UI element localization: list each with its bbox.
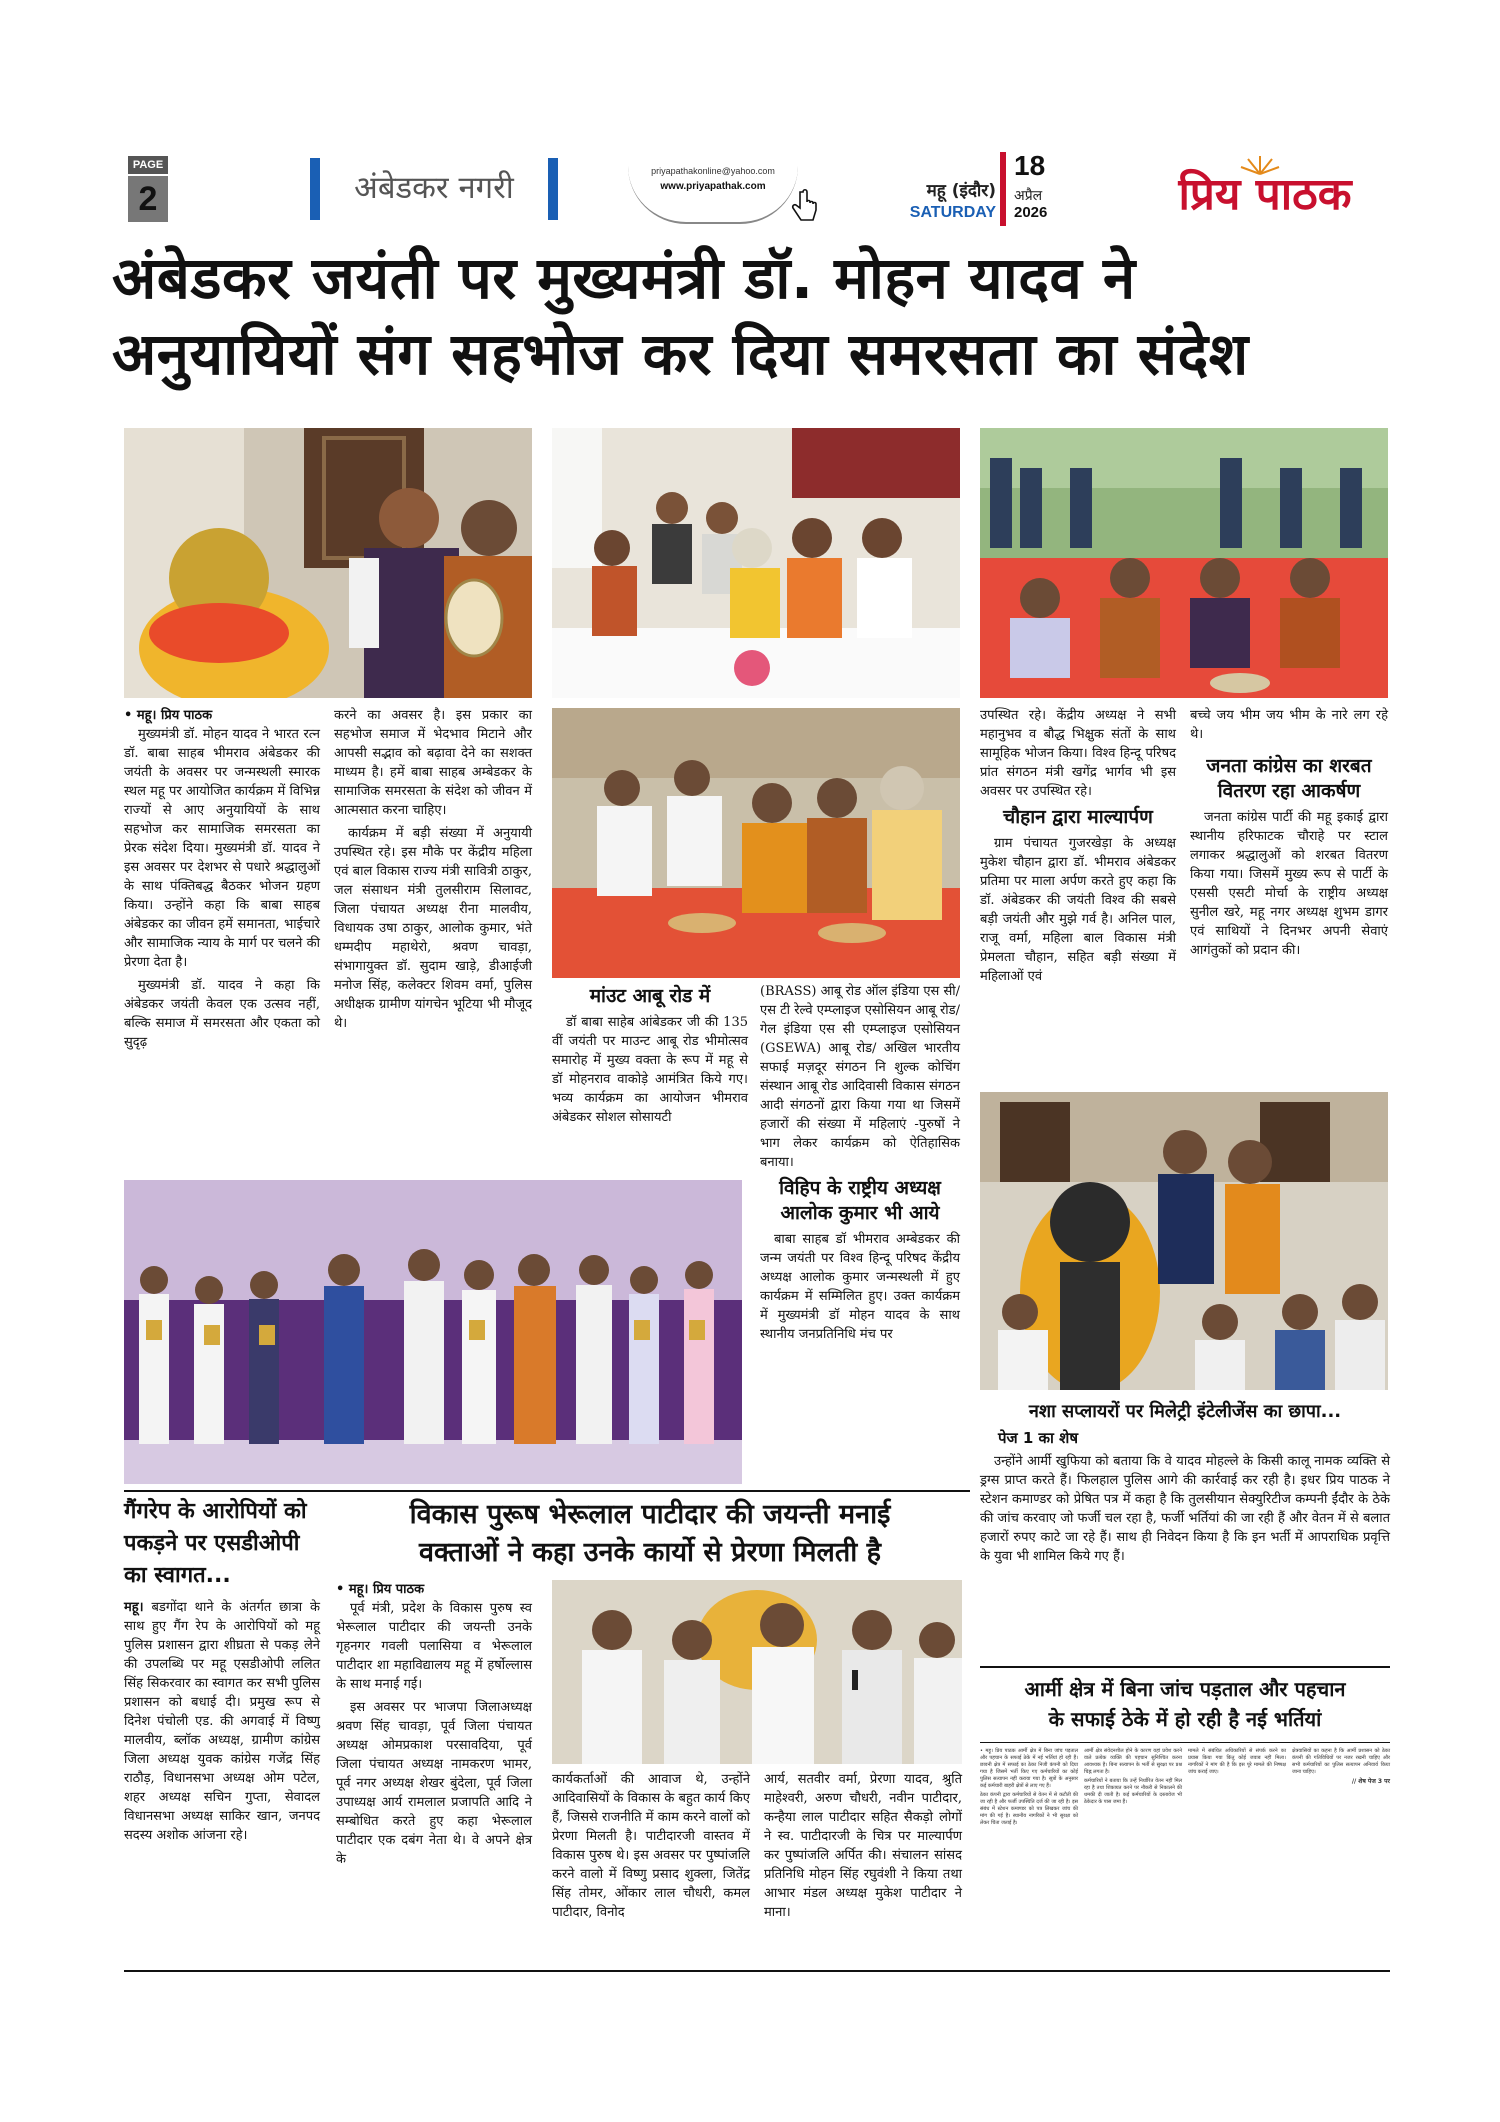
- army-paragraph: कर्मचारियों ने बताया कि उन्हें निर्धारित वेतन नहीं मिल रहा है तथा शिकायत करने पर नौकरी से निकालने की धमकी दी जाती है। कई कर्मचारियों के दस्तावेज भी ठेकेदार के पास जमा हैं।: [1084, 1778, 1182, 1805]
- army-paragraph: ठेका कंपनी द्वारा कर्मचारियों से वेतन में से कटौती की जा रही है और फर्जी उपस्थिति दर्ज की जा रही है। इस संबंध में स्टेशन कमाण्डर को पत्र लिखकर जांच की मांग की गई है। स्थानीय नागरिकों ने भी सुरक्षा को लेकर चिंता जताई है।: [980, 1792, 1078, 1826]
- army-column: [980, 1748, 1078, 1964]
- army-headline-line2: के सफाई ठेके में हो रही है नई भर्तियां: [1048, 1707, 1322, 1731]
- patidar-column-2: [552, 1770, 750, 1926]
- chauhan-paragraph: ग्राम पंचायत गुजरखेड़ा के अध्यक्ष मुकेश चौहान द्वारा डॉ. भीमराव अंबेडकर प्रतिमा पर माला अर्पण करते हुए कहा कि डॉ. अंबेडकर की जयंती विश्व की सबसे बड़ी जयंती और मुझे गर्व है। अनिल पाल, राजू वर्मा, महिला बाल विकास मंत्री प्रेमलता चौहान, सहित बड़ी संख्या में महिलाओं एवं: [980, 836, 1176, 984]
- nasha-paragraph: उन्होंने आर्मी खुफिया को बताया कि वे यादव मोहल्ले के किसी कालू नामक व्यक्ति से ड्रग्स प्राप्त करते हैं। फिलहाल पुलिस आगे की कार्रवाई कर रही है। इधर प्रिय पाठक ने स्टेशन कमाण्डर को प्रेषित पत्र में कहा है कि तुलसीयान सेक्युरिटीज कम्पनी ईंदौर के ठेके की जांच करवाए जो फर्जी चल रहा है, फर्जी भर्तियां की जा रही हैं और वेतन में से बलात हजारों रुपए काटे जा रहे हैं। साथ ही निवेदन किया है कि इन भर्ती में आपराधिक प्रवृत्ति के युवा भी शामिल किये गए हैं।: [980, 1454, 1390, 1564]
- army-column: [1292, 1748, 1390, 1964]
- lead-column-2: [334, 706, 532, 1037]
- nasha-headline: नशा सप्लायरों पर मिलेट्री इंटेलीजेंस का छापा...: [1028, 1401, 1342, 1422]
- paper-logo: [1150, 160, 1380, 224]
- lead-right-column-1: [980, 706, 1176, 990]
- army-paragraph: • महू। प्रिय पाठक आर्मी क्षेत्र में बिना जांच पड़ताल और पहचान के सफाई ठेके में नई भर्तियां हो रही हैं। छावनी क्षेत्र में सफाई का ठेका निजी कंपनी को दिया गया है जिसमें भर्ती किए गए कर्मचारियों का कोई पुलिस सत्यापन नहीं कराया गया है। सूत्रों के अनुसार कई कर्मचारी बाहरी क्षेत्रों से लाए गए हैं।: [980, 1748, 1078, 1789]
- abu-paragraph: डॉ बाबा साहेब आंबेडकर जी की 135 वीं जयंती पर माउन्ट आबू रोड भीमोत्सव समारोह में मुख्य वक्ता के रूप में महू से डॉ मोहनराव वाकोड़े आमंत्रित किये गए। भव्य कार्यक्रम का आयोजन भीमराव अंबेडकर सोशल सोसायटी: [552, 1015, 748, 1125]
- dateline-weekday: SATURDAY: [909, 204, 996, 221]
- congress-paragraph: जनता कांग्रेस पार्टी की महू इकाई द्वारा स्थानीय हरिफाटक चौराहे पर स्टाल लगाकर श्रद्धालुओं को शरबत वितरण किया गया। जिसमें मुख्य रूप से पार्टी के एससी एसटी मोर्चा के राष्ट्रीय अध्यक्ष सुनील खरे, महू नगर अध्यक्ष शुभम डागर एवं साथियों ने दिनभर अपनी सेवाएं आगंतुकों को प्रदान की।: [1190, 810, 1388, 958]
- section-banner: [310, 158, 558, 220]
- patidar-headline-line1: विकास पुरूष भेरूलाल पाटीदार की जयन्ती मनाई: [409, 1499, 891, 1530]
- gangrape-dateline: महू।: [124, 1600, 144, 1615]
- army-column: [1188, 1748, 1286, 1964]
- army-column: [1084, 1748, 1182, 1964]
- abu-column-2: [760, 982, 960, 1348]
- section-bracket-right-icon: [548, 158, 558, 220]
- chauhan-subhead: चौहान द्वारा माल्यार्पण: [1003, 806, 1153, 828]
- photo-stage-dignitaries: [552, 428, 960, 698]
- congress-subhead: जनता कांग्रेस का शरबत वितरण रहा आकर्षण: [1206, 755, 1372, 802]
- pointer-hand-icon: [790, 188, 820, 224]
- website-text: www.priyapathak.com: [660, 181, 766, 192]
- vhp-paragraph: बाबा साहब डॉ भीमराव अम्बेडकर की जन्म जयंती पर विश्व हिन्दू परिषद केंद्रीय अध्यक्ष आलोक कुमार जन्मस्थली में हुए कार्यक्रम में सम्मिलित हुए। उक्त कार्यक्रम में मुख्यमंत्री डॉ मोहन यादव के साथ स्थानीय जनप्रतिनिधि मंच पर: [760, 1232, 960, 1342]
- abu-paragraph: (BRASS) आबू रोड ऑल इंडिया एस सी/एस टी रेल्वे एम्प्लाइज एसोसियन आबू रोड/ गेल इंडिया एस सी एम्प्लाइज एसोसियन (GSEWA) आबू रोड/ अखिल भारतीय सफाई मज़दूर संगठन नि शुल्क कोचिंग संस्थान आबू रोड आदिवासी विकास संगठन आदी संगठनों द्वारा किया गया था जिसमें हजारों की संख्या में महिलाएं -पुरुषों ने भाग लेकर कार्यक्रम को ऐतिहासिक बनाया।: [760, 984, 960, 1170]
- lead-headline-line1: अंबेडकर जयंती पर मुख्यमंत्री डॉ. मोहन यादव ने: [112, 244, 1136, 312]
- patidar-byline: • महू। प्रिय पाठक: [336, 1582, 425, 1597]
- patidar-column-1: [336, 1580, 532, 1873]
- lead-headline: [112, 240, 1402, 392]
- gangrape-story: [124, 1496, 320, 1845]
- email-text: priyapathakonline@yahoo.com: [651, 166, 775, 176]
- patidar-column-3: [764, 1770, 962, 1926]
- date-year: 2026: [1014, 204, 1048, 221]
- page-number: 2: [128, 176, 168, 222]
- lead-right-column-2: [1190, 706, 1388, 964]
- lead-paragraph: करने का अवसर है। इस प्रकार का सहभोज समाज में भेदभाव मिटाने और आपसी सद्भाव को बढ़ावा देने का सशक्त माध्यम है। हमें बाबा साहब अम्बेडकर के सामाजिक समरसता के संदेश को जीवन में आत्मसात करना चाहिए।: [334, 708, 532, 818]
- army-fine-print: [980, 1748, 1390, 1964]
- photo-seated-guests: [552, 708, 960, 978]
- abu-subhead: मांउट आबू रोड में: [589, 985, 711, 1007]
- army-paragraph: मामले में संबंधित अधिकारियों से संपर्क करने का प्रयास किया गया किंतु कोई जवाब नहीं मिला। नागरिकों ने मांग की है कि इस पूरे मामले की निष्पक्ष जांच कराई जाए।: [1188, 1748, 1286, 1775]
- patidar-paragraph: इस अवसर पर भाजपा जिलाअध्यक्ष श्रवण सिंह चावड़ा, पूर्व जिला पंचायत अध्यक्ष ओमप्रकाश परसावदिया, पूर्व जिला पंचायत अध्यक्ष नामकरण भामर, पूर्व नगर अध्यक्ष शेखर बुंदेला, पूर्व जिला उपाध्यक्ष आर्य रामलाल प्रजापति आदि ने सम्बोधित करते हुए कहा भेरूलाल पाटीदार एक दबंग नेता थे। वे अपने क्षेत्र के: [336, 1700, 532, 1867]
- date-divider: [1000, 152, 1006, 226]
- lead-paragraph: बच्चे जय भीम जय भीम के नारे लग रहे थे।: [1190, 708, 1388, 742]
- lead-byline: • महू। प्रिय पाठक: [124, 708, 213, 723]
- lead-paragraph: मुख्यमंत्री डॉ. यादव ने कहा कि अंबेडकर जयंती केवल एक उत्सव नहीं, बल्कि समाज में समरसता और एकता को सुदृढ़: [124, 978, 320, 1050]
- army-headline-line1: आर्मी क्षेत्र में बिना जांच पड़ताल और पहचान: [1024, 1677, 1346, 1701]
- date-month: अप्रैल: [1014, 188, 1043, 204]
- web-contact: [628, 166, 798, 224]
- nasha-subhead: पेज 1 का शेष: [998, 1429, 1079, 1447]
- army-headline-box: [980, 1666, 1390, 1743]
- page-label: PAGE: [128, 156, 168, 174]
- gangrape-paragraph: [124, 1598, 320, 1845]
- photo-community-meal: [980, 428, 1388, 698]
- section-title: अंबेडकर नगरी: [354, 170, 514, 206]
- photo-patidar-tribute: [552, 1580, 962, 1764]
- section-divider: [124, 1490, 970, 1492]
- page-bottom-rule: [124, 1970, 1390, 1972]
- army-paragraph: आर्मी क्षेत्र संवेदनशील होने के कारण यहां प्रवेश करने वाले प्रत्येक व्यक्ति की पहचान सुनिश्चित करना आवश्यक है। बिना सत्यापन के भर्ती से सुरक्षा पर प्रश्न चिह्न लगता है।: [1084, 1748, 1182, 1775]
- vhp-subhead: विहिप के राष्ट्रीय अध्यक्ष आलोक कुमार भी आये: [779, 1177, 941, 1224]
- nasha-story: [980, 1400, 1390, 1566]
- photo-cm-bust-tribute: [124, 428, 532, 698]
- army-paragraph: क्षेत्रवासियों का कहना है कि आर्मी प्रशासन को ठेका कंपनी की गतिविधियों पर नजर रखनी चाहिए और सभी कर्मचारियों का पुलिस सत्यापन अनिवार्य किया जाना चाहिए।: [1292, 1748, 1390, 1775]
- photo-award-ceremony: [124, 1180, 742, 1484]
- section-bracket-left-icon: [310, 158, 320, 220]
- patidar-paragraph: आर्य, सतवीर वर्मा, प्रेरणा यादव, श्रुति माहेश्वरी, अरुण चौधरी, नवीन पाटीदार, कन्हैया लाल पाटीदार सहित सैकड़ो लोगों ने स्व. पाटीदारजी के चित्र पर माल्यार्पण कर पुष्पांजलि अर्पित की। संचालन सांसद प्रतिनिधि मोहन सिंह रघुवंशी ने किया तथा आभार मंडल अध्यक्ष मुकेश पाटीदार ने माना।: [764, 1772, 962, 1920]
- gangrape-text: बडगोंदा थाने के अंतर्गत छात्रा के साथ हुए गैंग रेप के आरोपियों को महू पुलिस प्रशासन द्वारा शीघ्रता से पकड़ लेने की उपलब्धि पर महू एसडीओपी ललित सिंह सिकरवार का स्वागत कर सभी पुलिस प्रशासन को बधाई दी। प्रमुख रूप से दिनेश पंचोली एड. की अगवाई में विष्णु मालवीय, ब्लॉक अध्यक्ष, ग्रामीण कांग्रेस जिला अध्यक्ष युवक कांग्रेस गजेंद्र सिंह राठौड़, विधानसभा अध्यक्ष ओम पटेल, शहर अध्यक्ष सचिन गुप्ता, सेवादल विधानसभा अध्यक्ष साकिर खान, जनपद सदस्य अशोक आंजना रहे।: [124, 1600, 320, 1843]
- patidar-headline-line2: वक्ताओं ने कहा उनके कार्यो से प्रेरणा मिलती है: [419, 1537, 881, 1568]
- patidar-headline: [330, 1496, 970, 1572]
- date-day: 18: [1014, 150, 1046, 181]
- paper-name: प्रिय पाठक: [1178, 169, 1352, 220]
- lead-headline-line2: अनुयायियों संग सहभोज कर दिया समरसता का संदेश: [112, 320, 1249, 388]
- lead-paragraph: कार्यक्रम में बड़ी संख्या में अनुयायी उपस्थित रहे। इस मौके पर केंद्रीय महिला एवं बाल विकास राज्य मंत्री सावित्री ठाकुर, जल संसाधन मंत्री तुलसीराम सिलावट, जिला पंचायत अध्यक्ष रीना मालवीय, विधायक उषा ठाकुर, आलोक कुमार, भंते धम्मदीप महाथेरो, श्रवण चावड़ा, संभागायुक्त डॉ. सुदाम खाड़े, डीआईजी मनोज सिंह, कलेक्टर शिवम वर्मा, पुलिस अधीक्षक ग्रामीण यांगचेन भूटिया भी मौजूद थे।: [334, 826, 532, 1031]
- photo-statue-garlanding: [980, 1092, 1388, 1390]
- lead-paragraph: मुख्यमंत्री डॉ. मोहन यादव ने भारत रत्न डॉ. बाबा साहब भीमराव अंबेडकर की जयंती के अवसर पर जन्मस्थली स्मारक स्थल महू पर आयोजित कार्यक्रम में विभिन्न राज्यों से आए अनुयायियों के साथ सहभोज कर सामाजिक समरसता का प्रेरक संदेश दिया। मुख्यमंत्री डॉ. यादव ने इस अवसर पर देशभर से पधारे श्रद्धालुओं के साथ पंक्तिबद्ध बैठकर भोजन ग्रहण किया। उन्होंने कहा कि बाबा साहब अंबेडकर का जीवन हमें समानता, भाईचारे और सामाजिक न्याय के मार्ग पर चलने की प्रेरणा देता है।: [124, 727, 320, 970]
- gangrape-headline: गैंगरेप के आरोपियों को पकड़ने पर एसडीओपी का स्वागत...: [124, 1499, 307, 1588]
- lead-paragraph: उपस्थित रहे। केंद्रीय अध्यक्ष ने सभी महानुभव व बौद्ध भिक्षुक संतों के साथ सामूहिक भोजन किया। विश्व हिन्दू परिषद प्रांत संगठन मंत्री खगेंद्र भार्गव भी इस अवसर पर उपस्थित रहे।: [980, 708, 1176, 799]
- army-continued: // शेष पेज 3 पर: [1351, 1778, 1390, 1785]
- lead-column-1: [124, 706, 320, 1056]
- abu-column-1: [552, 982, 748, 1131]
- patidar-paragraph: कार्यकर्ताओं की आवाज थे, उन्होंने आदिवासियों के विकास के बहुत कार्य किए हैं, जिससे राजनीति में काम करने वालों को प्रेरणा मिलती है। पाटीदारजी वास्तव में विकास पुरुष थे। इस अवसर पर पुष्पांजलि करने वालो में विष्णु प्रसाद शुक्ला, जितेंद्र सिंह तोमर, ओंकार लाल चौधरी, कमल पाटीदार, विनोद: [552, 1772, 750, 1920]
- dateline-city: महू (इंदौर): [926, 181, 996, 201]
- patidar-paragraph: पूर्व मंत्री, प्रदेश के विकास पुरुष स्व भेरूलाल पाटीदार की जयन्ती उनके गृहनगर गवली पलासिया व भेरूलाल पाटीदार शा महाविद्यालय महू में हर्षोल्लास के साथ मनाई गई।: [336, 1601, 532, 1692]
